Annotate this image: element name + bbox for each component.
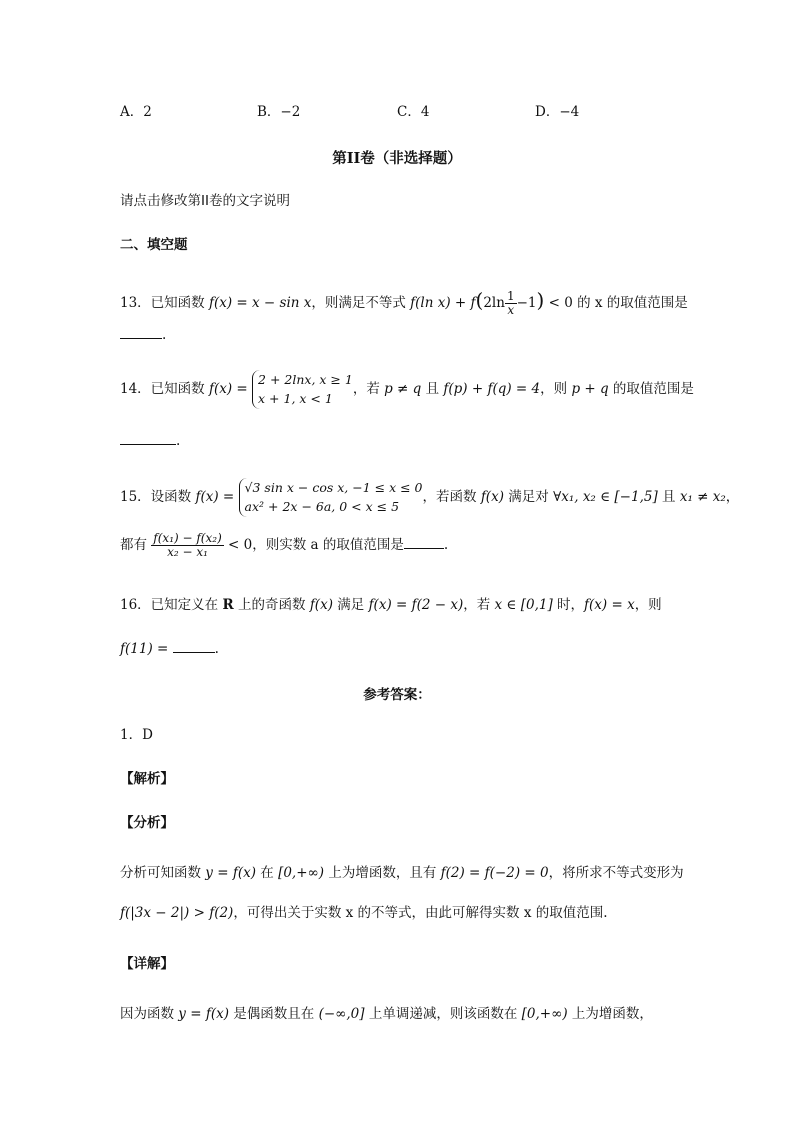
detail-line1: 因为函数 y = f(x) 是偶函数且在 (−∞,0] 上单调递减，则该函数在 [0,+∞) 上为增函数， [120, 1006, 653, 1022]
jiexi-label: 【解析】 [120, 771, 174, 787]
question-16-line1: 16．已知定义在 R 上的奇函数 f(x) 满足 f(x) = f(2 − x)，若 x ∈ [0,1] 时，f(x) = x，则 [120, 597, 662, 613]
answer-blank-13[interactable] [120, 324, 162, 339]
answer-blank-15[interactable] [404, 534, 444, 549]
question-16-line2: f(11) = . [120, 638, 219, 659]
answer-blank-14[interactable] [120, 430, 176, 445]
option-a: A．2 [120, 104, 152, 120]
question-14-line1: 14．已知函数 f(x) = 2 + 2lnx, x ≥ 1 x + 1, x < 1 ，若 p ≠ q 且 f(p) + f(q) = 4，则 p + q 的取值范围是 [120, 370, 694, 409]
analysis-line2: f(|3x − 2|) > f(2)，可得出关于实数 x 的不等式，由此可解得实数 x 的取值范围. [120, 905, 608, 921]
answers-title: 参考答案： [363, 687, 431, 703]
fenxi-label: 【分析】 [120, 815, 174, 831]
option-d: D．−4 [535, 104, 580, 120]
question-13-line2: . [120, 324, 166, 345]
part-title: 二、填空题 [120, 237, 188, 253]
fraction-1-over-x: $\frac{1}{x}$ [506, 288, 515, 317]
question-13-line1: 13．已知函数 f(x) = x − sin x，则满足不等式 f(ln x) + f(2ln $\frac{1}{x}$ −1) < 0 的 x 的取值范围是 [120, 288, 688, 317]
fraction-difference-quotient: $\frac{\text{f(x₁) − f(x₂)}}{\text{x₂ − x₁}}$ [153, 531, 222, 560]
piecewise-cases-14: 2 + 2lnx, x ≥ 1 x + 1, x < 1 [252, 370, 353, 409]
piecewise-cases-15: √3 sin x − cos x, −1 ≤ x ≤ 0 ax² + 2x − 6a, 0 < x ≤ 5 [239, 478, 423, 517]
answer-1: 1．D [120, 727, 153, 743]
section-title: 第II卷（非选择题） [332, 150, 462, 167]
question-15-line2: 都有 $\frac{\text{f(x₁) − f(x₂)}}{\text{x₂ − x₁}}$ < 0，则实数 a 的取值范围是 . [120, 531, 449, 560]
answer-blank-16[interactable] [173, 638, 215, 653]
question-15-line1: 15．设函数 f(x) = √3 sin x − cos x, −1 ≤ x ≤ 0 ax² + 2x − 6a, 0 < x ≤ 5 ，若函数 f(x) 满足对 ∀x₁, x₂ ∈ [−1,5] 且 x₁ ≠ x₂， [120, 478, 739, 517]
xiangjie-label: 【详解】 [120, 956, 174, 972]
option-c: C．4 [397, 104, 430, 120]
option-b: B．−2 [257, 104, 301, 120]
section-note: 请点击修改第II卷的文字说明 [120, 193, 290, 209]
analysis-line1: 分析可知函数 y = f(x) 在 [0,+∞) 上为增函数，且有 f(2) = f(−2) = 0，将所求不等式变形为 [120, 865, 684, 881]
question-14-line2: . [120, 430, 180, 451]
